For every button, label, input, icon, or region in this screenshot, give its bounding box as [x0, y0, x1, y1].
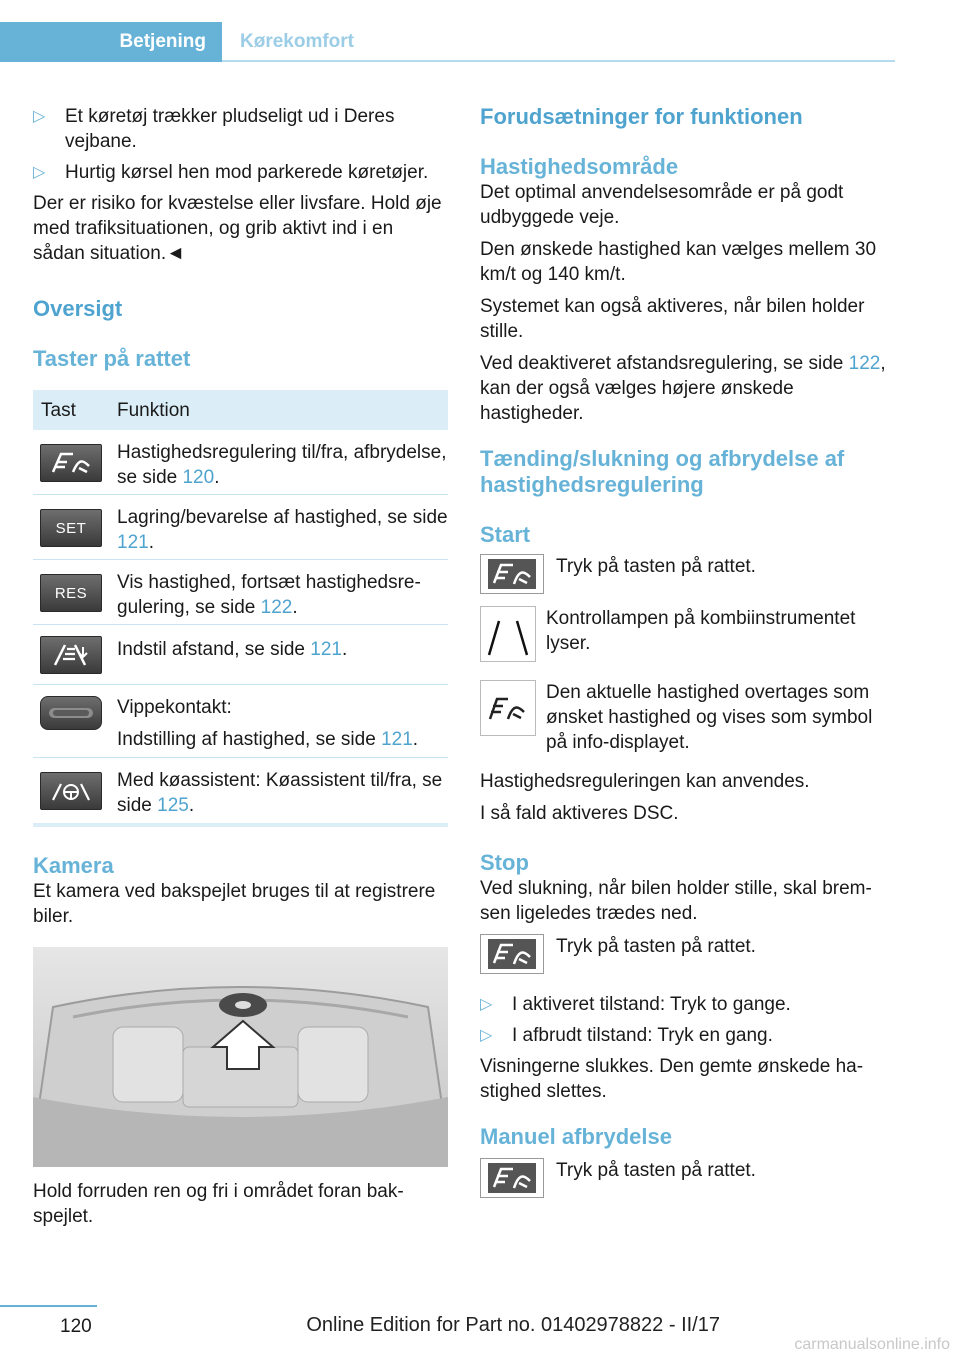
indicator-lamp-row: Kontrollampen på kombiinstrumentet lyser.: [480, 606, 895, 662]
camera-note: Hold forruden ren og fri i området foran bakspejlet.: [33, 1181, 404, 1227]
page-reference-link[interactable]: 120: [182, 467, 215, 488]
column-header-function: Funktion: [117, 399, 190, 421]
page-reference-link[interactable]: 125: [157, 795, 189, 816]
heading-speed-range: Hastighedsområde: [480, 154, 679, 179]
heading-stop: Stop: [480, 850, 529, 875]
right-column: Forudsætninger for funktionen Hastighedsområde Det optimal anvendelsesområde er på godt udbyggede veje. Den ønskede hastighed kan vælges mellem 30 km/t og 140 km/t. Systemet kan også aktiveres, når bilen holder stille. Ved deaktiveret afstandsregulering, se side 122, kan der også vælges højere ønskede hastigheder. Tænding/slukning og afbrydelse af hastighedsregulering Start Tryk på tasten på rattet. Kontrollampen på kombiinstrumentet lyser. Den aktuelle hastighed overtages som ønsket hastighed og vises som symbol på info-displayet. Hastighedsreguleringen kan anvendes. I så fald aktiveres DSC. Stop Ved slukning, når bilen holder stille, skal bremsen ligeledes trædes ned. Tryk på tasten på rattet. ▷ I aktiveret tilstand: Tryk to gange. ▷ I afbrudt tilstand: Tryk en gang. Visningerne slukkes. Den gemte ønskede hastighed slettes. Manuel afbrydelse Tryk på tasten på rattet.: [480, 104, 895, 1198]
list-item: ▷ I aktiveret tilstand: Tryk to gange.: [480, 994, 791, 1015]
rocker-switch-icon: [40, 696, 102, 730]
table-row: Med køassistent: Køassistent til/fra, se side 125.: [33, 758, 448, 823]
page-reference-link[interactable]: 122: [848, 353, 881, 374]
watermark: carmanualsonline.info: [794, 1336, 950, 1353]
camera-text: Et kamera ved bakspejlet bruges til at registrere biler.: [33, 881, 436, 927]
set-button-icon: SET: [40, 509, 102, 547]
heading-switch-on-off: Tænding/slukning og afbrydelse af hastighedsregulering: [480, 446, 845, 497]
bullet-triangle-icon: ▷: [33, 108, 46, 125]
heading-manual-interrupt: Manuel afbrydelse: [480, 1124, 672, 1149]
list-item: ▷ I afbrudt tilstand: Tryk en gang.: [480, 1025, 773, 1046]
heading-start: Start: [480, 522, 531, 547]
footer-rule: [0, 1305, 97, 1307]
cruise-control-button-icon: [480, 554, 544, 594]
heading-overview: Oversigt: [33, 296, 123, 321]
page-reference-link[interactable]: 121: [310, 639, 342, 660]
page-reference-link[interactable]: 121: [117, 532, 149, 553]
heading-steering-buttons: Taster på rattet: [33, 346, 191, 371]
list-item: ▷ Et køretøj trækker pludseligt ud i Deres vejbane.: [33, 106, 395, 152]
speed-display-row: Den aktuelle hastighed overtages som ønsket hastighed og vises som symbol på info-displayet.: [480, 680, 895, 755]
cruise-control-button-icon: [480, 934, 544, 974]
traffic-jam-assistant-icon: [40, 772, 102, 810]
indicator-lamp-icon: [480, 606, 536, 662]
bullet-triangle-icon: ▷: [480, 1027, 493, 1044]
column-header-key: Tast: [41, 399, 76, 421]
header-rule: [222, 60, 895, 62]
warning-text: Der er risiko for kvæstelse eller livsfare. Hold øje med trafiksituationen, og grib aktivt ind i en sådan situation.◄: [33, 193, 442, 264]
distance-icon: [40, 636, 102, 674]
heading-prerequisites: Forudsætninger for funktionen: [480, 104, 803, 129]
start-press-row: Tryk på tasten på rattet.: [480, 554, 895, 594]
cruise-control-symbol-icon: [480, 680, 536, 736]
table-row: Vippekontakt: Indstilling af hastighed, se side 121.: [33, 685, 448, 758]
table-row: Hastighedsregulering til/fra, afbrydelse, se side 120.: [33, 430, 448, 495]
header-subsection[interactable]: Kørekomfort: [240, 31, 355, 52]
cruise-control-button-icon: [480, 1158, 544, 1198]
list-item: ▷ Hurtig kørsel hen mod parkerede køretøjer.: [33, 162, 429, 183]
table-row: SET Lagring/bevarelse af hastighed, se side 121.: [33, 495, 448, 560]
heading-camera: Kamera: [33, 853, 114, 878]
page-reference-link[interactable]: 122: [260, 597, 293, 618]
page-number: 120: [60, 1316, 92, 1337]
manual-press-row: Tryk på tasten på rattet.: [480, 1158, 895, 1198]
cruise-control-icon: [40, 444, 102, 482]
bullet-triangle-icon: ▷: [33, 164, 46, 181]
table-bottom-rule: [33, 823, 448, 827]
left-column: [33, 104, 448, 1236]
table-row: Indstil afstand, se side 121.: [33, 625, 448, 685]
stop-press-row: Tryk på tasten på rattet.: [480, 934, 895, 974]
table-header: [33, 390, 448, 430]
header-section[interactable]: Betjening: [119, 31, 206, 52]
buttons-table: [33, 390, 448, 827]
table-row: RES Vis hastighed, fortsæt hastighedsregulering, se side 122.: [33, 560, 448, 625]
edition-text: Online Edition for Part no. 01402978822 - II/17: [306, 1314, 720, 1336]
bullet-triangle-icon: ▷: [480, 996, 493, 1013]
camera-photo: [33, 947, 448, 1167]
page-reference-link[interactable]: 121: [381, 729, 413, 750]
res-button-icon: RES: [40, 574, 102, 612]
